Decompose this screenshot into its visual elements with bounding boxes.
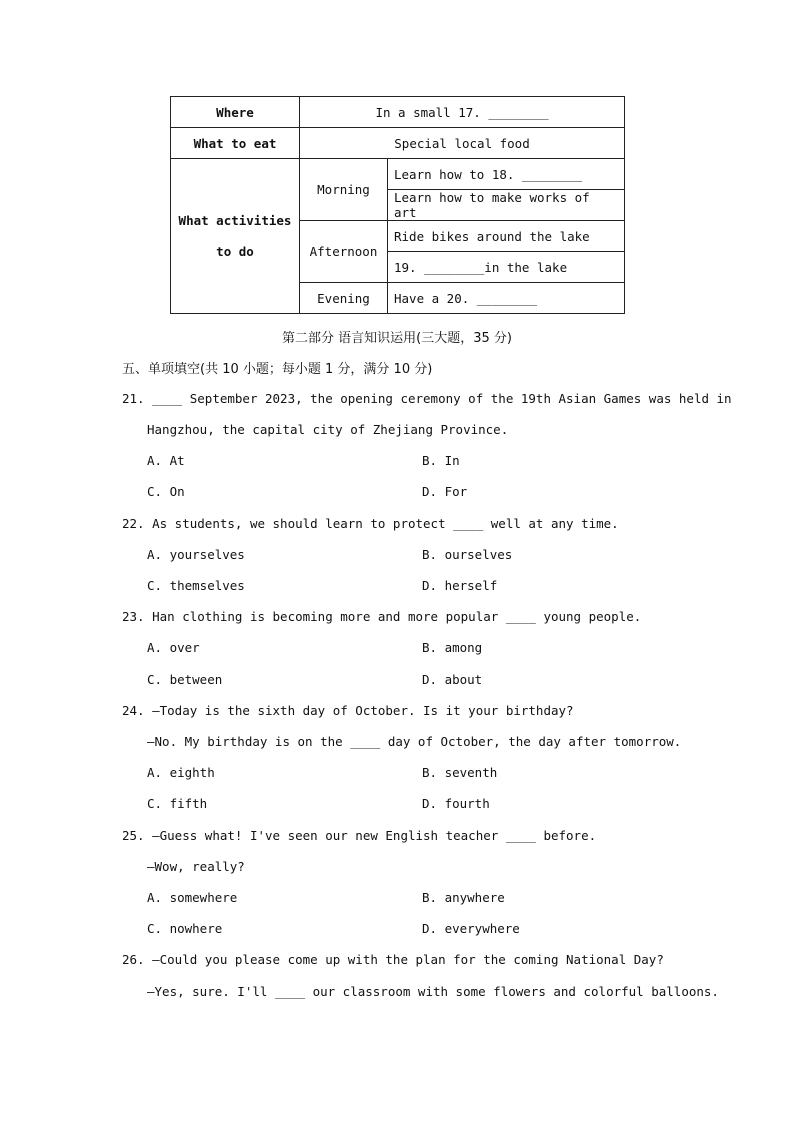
option-c[interactable]: C. themselves — [147, 578, 245, 593]
evening-activity-1: Have a 20. ________ — [388, 283, 625, 314]
question-text: As students, we should learn to protect ____ well at any time. — [152, 516, 619, 531]
where-value: In a small 17. ________ — [300, 97, 625, 128]
question-24-continuation: —No. My birthday is on the ____ day of October, the day after tomorrow. — [147, 734, 682, 749]
question-number: 21. — [122, 391, 145, 406]
option-d[interactable]: D. fourth — [422, 796, 490, 811]
option-c[interactable]: C. between — [147, 672, 223, 687]
question-text: —Today is the sixth day of October. Is it your birthday? — [152, 703, 574, 718]
question-text: Han clothing is becoming more and more popular ____ young people. — [152, 609, 642, 624]
question-number: 22. — [122, 516, 145, 531]
eat-value: Special local food — [300, 128, 625, 159]
question-23-stem — [122, 609, 641, 624]
morning-activity-1: Learn how to 18. ________ — [388, 159, 625, 190]
table-row — [171, 97, 625, 128]
option-c[interactable]: C. fifth — [147, 796, 208, 811]
option-d[interactable]: D. about — [422, 672, 483, 687]
option-a[interactable]: A. over — [147, 640, 200, 655]
question-number: 25. — [122, 828, 145, 843]
morning-label: Morning — [300, 159, 388, 221]
table-row — [171, 159, 625, 190]
option-a[interactable]: A. At — [147, 453, 185, 468]
question-number: 23. — [122, 609, 145, 624]
evening-label: Evening — [300, 283, 388, 314]
option-c[interactable]: C. nowhere — [147, 921, 223, 936]
option-d[interactable]: D. herself — [422, 578, 498, 593]
eat-label: What to eat — [171, 128, 300, 159]
option-a[interactable]: A. somewhere — [147, 890, 238, 905]
option-b[interactable]: B. seventh — [422, 765, 498, 780]
activity-plan-table — [170, 96, 625, 314]
section-title: 第二部分 语言知识运用(三大题，35 分) — [282, 331, 512, 346]
question-21-stem — [122, 391, 732, 406]
option-d[interactable]: D. everywhere — [422, 921, 520, 936]
question-26-stem — [122, 952, 664, 967]
option-b[interactable]: B. ourselves — [422, 547, 513, 562]
activities-label-line-1: What activities — [178, 213, 292, 228]
option-c[interactable]: C. On — [147, 484, 185, 499]
option-a[interactable]: A. yourselves — [147, 547, 245, 562]
question-text: —Guess what! I've seen our new English teacher ____ before. — [152, 828, 597, 843]
question-text: —Could you please come up with the plan for the coming National Day? — [152, 952, 664, 967]
activities-label-line-2: to do — [216, 244, 254, 259]
option-b[interactable]: B. anywhere — [422, 890, 505, 905]
question-25-stem — [122, 828, 596, 843]
option-b[interactable]: B. among — [422, 640, 483, 655]
afternoon-activity-1: Ride bikes around the lake — [388, 221, 625, 252]
question-number: 24. — [122, 703, 145, 718]
afternoon-label: Afternoon — [300, 221, 388, 283]
question-26-continuation: —Yes, sure. I'll ____ our classroom with some flowers and colorful balloons. — [147, 984, 719, 999]
question-21-continuation: Hangzhou, the capital city of Zhejiang Province. — [147, 422, 509, 437]
afternoon-activity-2: 19. ________in the lake — [388, 252, 625, 283]
option-d[interactable]: D. For — [422, 484, 468, 499]
where-label: Where — [171, 97, 300, 128]
question-text: ____ September 2023, the opening ceremony of the 19th Asian Games was held in — [152, 391, 732, 406]
activities-label — [171, 159, 300, 314]
question-24-stem — [122, 703, 574, 718]
table-row — [171, 128, 625, 159]
subsection-title: 五、单项填空(共 10 小题；每小题 1 分，满分 10 分) — [122, 362, 433, 377]
option-b[interactable]: B. In — [422, 453, 460, 468]
question-22-stem — [122, 516, 619, 531]
option-a[interactable]: A. eighth — [147, 765, 215, 780]
morning-activity-2: Learn how to make works of art — [388, 190, 625, 221]
question-number: 26. — [122, 952, 145, 967]
question-25-continuation: —Wow, really? — [147, 859, 245, 874]
